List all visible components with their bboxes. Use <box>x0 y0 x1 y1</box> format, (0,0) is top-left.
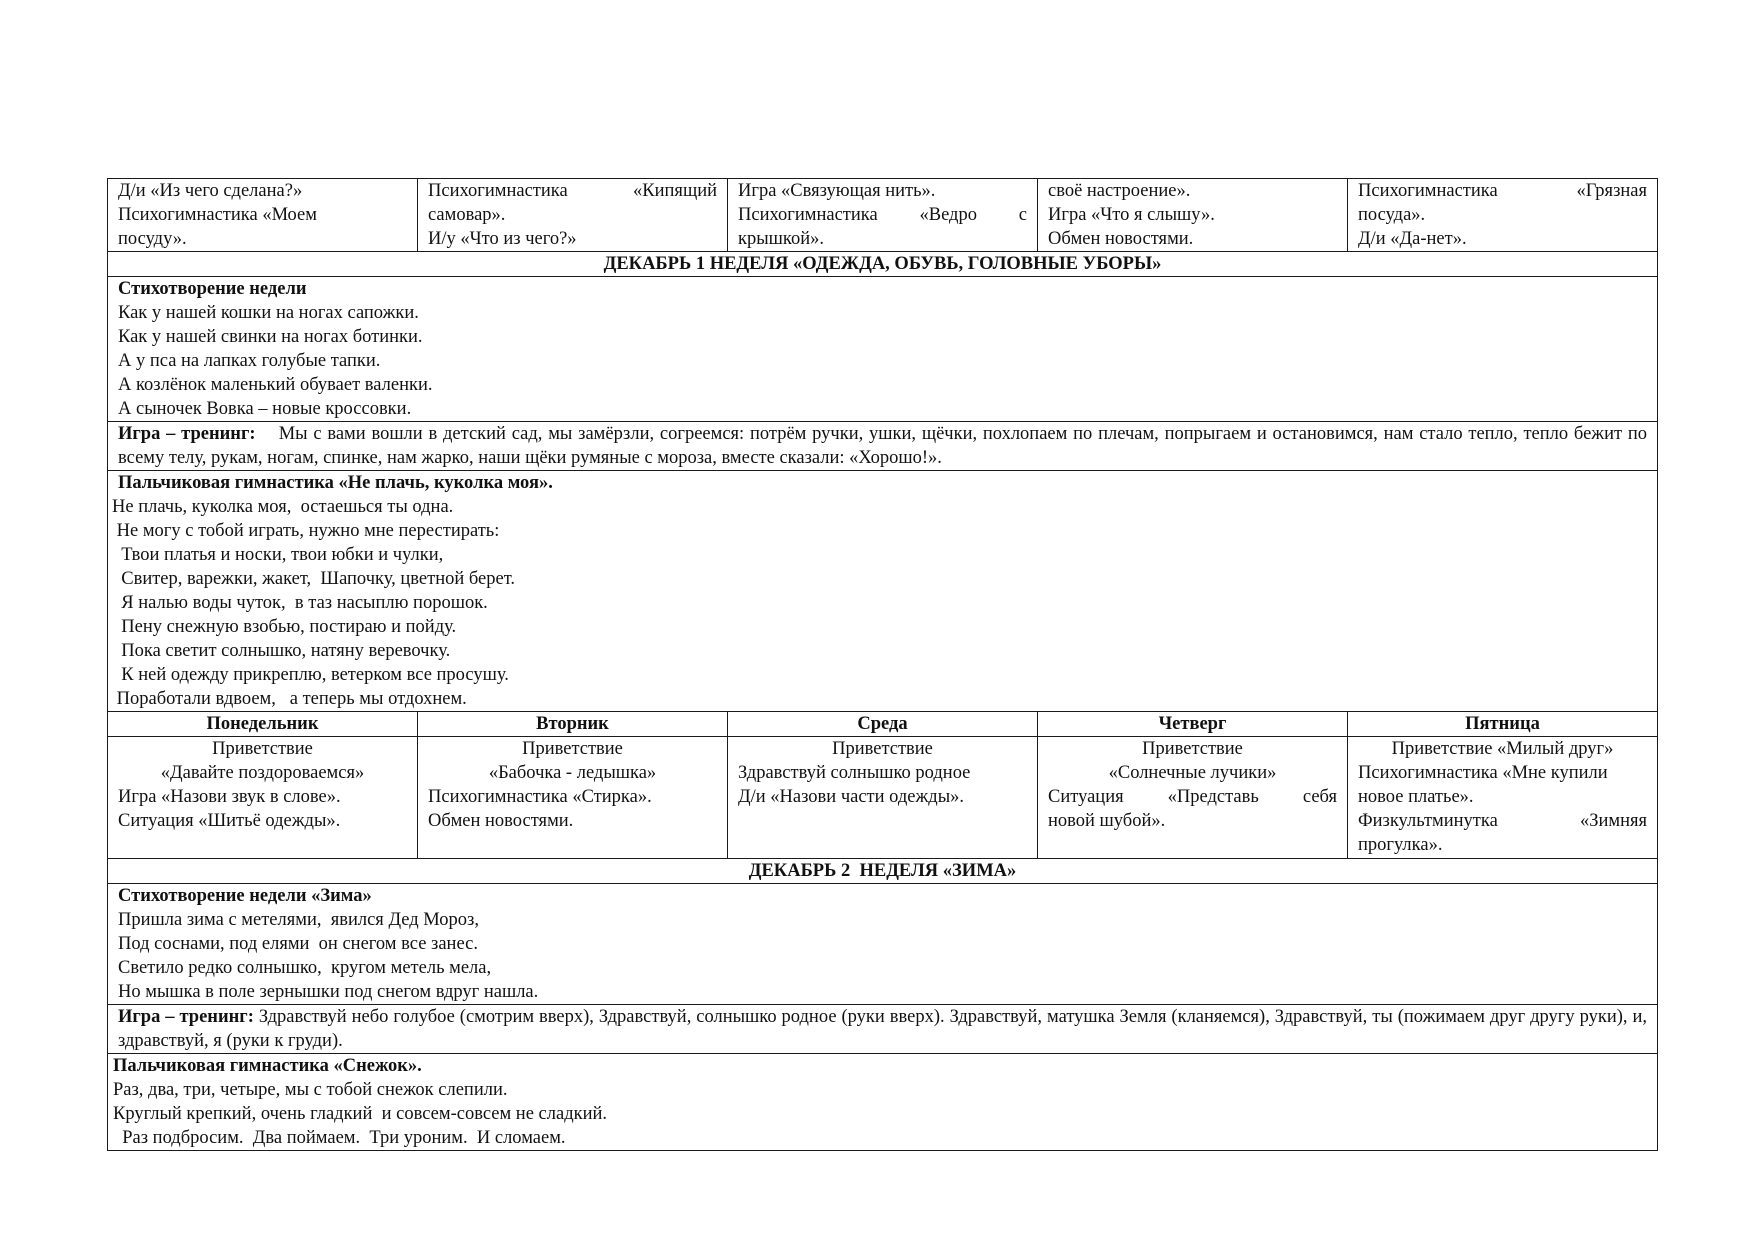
game-label: Игра – тренинг: <box>118 1007 254 1027</box>
text-line: Психогимнастика «Стирка». <box>428 787 652 807</box>
text-line: Игра «Назови звук в слове». <box>118 787 341 807</box>
day-cell-tuesday <box>418 737 728 859</box>
day-header-tuesday: Вторник <box>418 712 728 737</box>
text-line: «Бабочка - ледышка» <box>488 763 657 783</box>
text-line: Обмен новостями. <box>1048 229 1194 249</box>
text-line: прогулка». <box>1358 835 1443 855</box>
poem-line: А у пса на лапках голубые тапки. <box>118 351 381 371</box>
text-line: своё настроение». <box>1048 181 1191 201</box>
finger-line: Твои платья и носки, твои юбки и чулки, <box>112 545 444 565</box>
finger-title: Пальчиковая гимнастика «Снежок». <box>113 1056 422 1076</box>
text-line: самовар». <box>428 205 506 225</box>
finger-line: Не могу с тобой играть, нужно мне перестирать: <box>112 521 500 541</box>
week2-game-row <box>108 1005 1658 1054</box>
day-cell-wednesday <box>728 737 1038 859</box>
text-line: Приветствие «Милый друг» <box>1391 739 1614 759</box>
finger-line: Раз, два, три, четыре, мы с тобой снежок слепили. <box>113 1080 508 1100</box>
text-line: Д/и «Да-нет». <box>1358 229 1467 249</box>
justified-line: Психогимнастика «Грязная <box>1358 181 1647 201</box>
text-line: Игра «Что я слышу». <box>1048 205 1215 225</box>
continuation-cell-tue <box>418 179 728 252</box>
text-line: Психогимнастика «Моем <box>118 205 317 225</box>
text-line: новой шубой». <box>1048 811 1166 831</box>
text-line: новое платье». <box>1358 787 1474 807</box>
week1-poem-cell <box>108 277 1658 422</box>
poem-title: Стихотворение недели «Зима» <box>118 886 372 906</box>
text-line: Д/и «Из чего сделана?» <box>118 181 303 201</box>
text-line: И/у «Что из чего?» <box>428 229 577 249</box>
text-line: Приветствие <box>1142 739 1243 759</box>
week1-title: ДЕКАБРЬ 1 НЕДЕЛЯ «ОДЕЖДА, ОБУВЬ, ГОЛОВНЫЕ УБОРЫ» <box>108 252 1658 277</box>
text-line: «Давайте поздороваемся» <box>160 763 365 783</box>
week2-poem-row <box>108 884 1658 1005</box>
text-line: Приветствие <box>832 739 933 759</box>
week2-game-cell <box>108 1005 1658 1054</box>
text-line: Игра «Связующая нить». <box>738 181 936 201</box>
week2-title: ДЕКАБРЬ 2 НЕДЕЛЯ «ЗИМА» <box>108 859 1658 884</box>
finger-line: Раз подбросим. Два поймаем. Три уроним. И сломаем. <box>113 1128 566 1148</box>
finger-line: Круглый крепкий, очень гладкий и совсем-совсем не сладкий. <box>113 1104 608 1124</box>
week2-title-row <box>108 859 1658 884</box>
week1-finger-cell <box>108 471 1658 712</box>
continuation-cell-thu <box>1038 179 1348 252</box>
poem-line: Под соснами, под елями он снегом все занес. <box>118 934 478 954</box>
week1-game-cell <box>108 422 1658 471</box>
text-line: Здравствуй солнышко родное <box>738 763 971 783</box>
justified-line: Ситуация «Представь себя <box>1048 787 1337 807</box>
continuation-cell-mon <box>108 179 418 252</box>
text-line: Обмен новостями. <box>428 811 574 831</box>
poem-line: Но мышка в поле зернышки под снегом вдруг нашла. <box>118 982 539 1002</box>
poem-line: А сыночек Вовка – новые кроссовки. <box>118 399 412 419</box>
day-header-thursday: Четверг <box>1038 712 1348 737</box>
week2-finger-row <box>108 1054 1658 1151</box>
finger-title: Пальчиковая гимнастика «Не плачь, куколка моя». <box>118 473 553 493</box>
finger-line: Не плачь, куколка моя, остаешься ты одна. <box>112 497 454 517</box>
schedule-table <box>107 178 1658 1151</box>
day-cell-friday <box>1348 737 1658 859</box>
week1-poem-row <box>108 277 1658 422</box>
day-header-row <box>108 712 1658 737</box>
day-header-monday: Понедельник <box>108 712 418 737</box>
continuation-cell-fri <box>1348 179 1658 252</box>
week1-finger-row <box>108 471 1658 712</box>
day-header-wednesday: Среда <box>728 712 1038 737</box>
day-cell-monday <box>108 737 418 859</box>
finger-line: К ней одежду прикреплю, ветерком все просушу. <box>112 665 509 685</box>
week1-game-row <box>108 422 1658 471</box>
poem-title: Стихотворение недели <box>118 279 307 299</box>
game-label: Игра – тренинг: <box>118 424 256 444</box>
poem-line: Как у нашей кошки на ногах сапожки. <box>118 303 419 323</box>
finger-line: Пену снежную взобью, постираю и пойду. <box>112 617 457 637</box>
text-line: Д/и «Назови части одежды». <box>738 787 964 807</box>
day-cell-thursday <box>1038 737 1348 859</box>
poem-line: Как у нашей свинки на ногах ботинки. <box>118 327 423 347</box>
week2-poem-cell <box>108 884 1658 1005</box>
finger-line: Свитер, варежки, жакет, Шапочку, цветной берет. <box>112 569 516 589</box>
finger-line: Пока светит солнышко, натяну веревочку. <box>112 641 451 661</box>
text-line: Приветствие <box>212 739 313 759</box>
finger-line: Поработали вдвоем, а теперь мы отдохнем. <box>112 689 467 709</box>
game-text: Здравствуй небо голубое (смотрим вверх), Здравствуй, солнышко родное (руки вверх). Здравствуй, матушка Земля (кланяемся), Здравствуй, ты (пожимаем друг другу руки), и, здравствуй, я (руки к груди). <box>118 1007 1648 1051</box>
text-line: крышкой». <box>738 229 824 249</box>
poem-line: Светило редко солнышко, кругом метель мела, <box>118 958 492 978</box>
week2-finger-cell <box>108 1054 1658 1151</box>
day-header-friday: Пятница <box>1348 712 1658 737</box>
continuation-cell-wed <box>728 179 1038 252</box>
week1-title-row <box>108 252 1658 277</box>
game-text: Мы с вами вошли в детский сад, мы замёрзли, согреемся: потрём ручки, ушки, щёчки, похлопаем по плечам, попрыгаем и остановимся, нам стало тепло, тепло бежит по всему телу, рукам, ногам, спинке, нам жарко, наши щёки румяные с мороза, вместе сказали: «Хорошо!». <box>118 424 1648 468</box>
continuation-row <box>108 179 1658 252</box>
text-line: посуда». <box>1358 205 1426 225</box>
text-line: Психогимнастика «Мне купили <box>1358 763 1608 783</box>
text-line: Ситуация «Шитьё одежды». <box>118 811 341 831</box>
text-line: посуду». <box>118 229 187 249</box>
justified-line: Психогимнастика «Ведро с <box>738 205 1027 225</box>
justified-line: Психогимнастика «Кипящий <box>428 181 717 201</box>
poem-line: Пришла зима с метелями, явился Дед Мороз, <box>118 910 479 930</box>
justified-line: Физкультминутка «Зимняя <box>1358 811 1647 831</box>
text-line: Приветствие <box>522 739 623 759</box>
poem-line: А козлёнок маленький обувает валенки. <box>118 375 433 395</box>
schedule-sheet <box>107 178 1657 1151</box>
text-line: «Солнечные лучики» <box>1108 763 1277 783</box>
finger-line: Я налью воды чуток, в таз насыплю порошок. <box>112 593 488 613</box>
day-cells-row <box>108 737 1658 859</box>
